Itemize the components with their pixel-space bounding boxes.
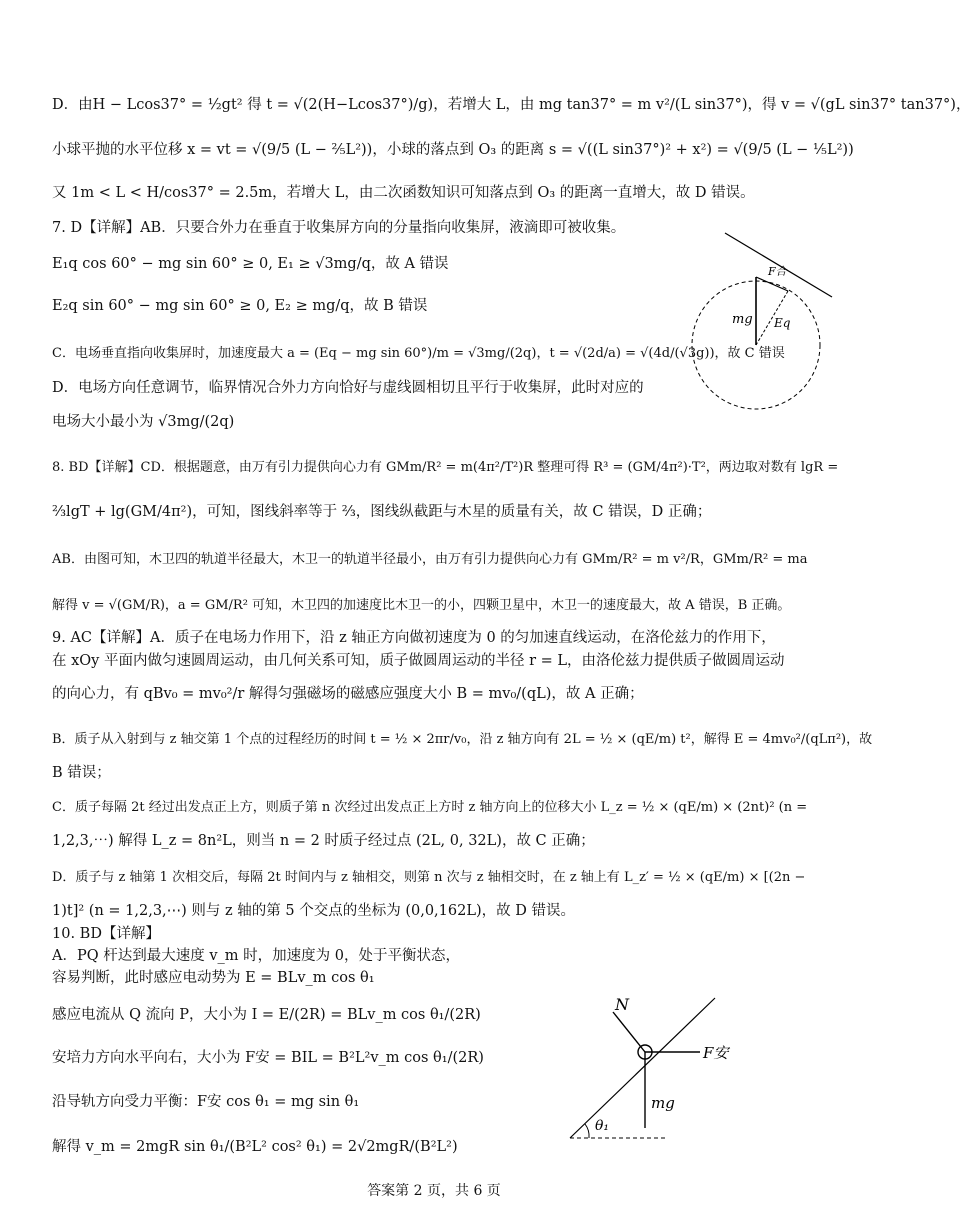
text-line: 8. BD【详解】CD．根据题意，由万有引力提供向心力有 GMm/R² = m(4π²/T²)R 整理可得 R³ = (GM/4π²)·T²，两边取对数有 lgR = <box>52 460 839 475</box>
text-line: D．由H − Lcos37° = ½gt² 得 t = √(2(H−Lcos37°)/g)，若增大 L，由 mg tan37° = m v²/(L sin37°)，得 v = √(gL sin37° tan37°)， <box>52 97 970 113</box>
text-line: 在 xOy 平面内做匀速圆周运动，由几何关系可知，质子做圆周运动的半径 r = L，由洛伦兹力提供质子做圆周运动 <box>52 653 785 669</box>
f-vector <box>756 277 788 291</box>
mg-label: mg <box>732 312 753 327</box>
rail <box>570 998 715 1138</box>
eq-label: Eq <box>774 316 791 330</box>
text-line: 解得 v = √(GM/R)，a = GM/R² 可知，木卫四的加速度比木卫一的小，四颗卫星中，木卫一的速度最大，故 A 错误，B 正确。 <box>52 598 791 613</box>
theta-arc <box>585 1124 589 1138</box>
text-line: 小球平抛的水平位移 x = vt = √(9/5 (L − ⅖L²))，小球的落点到 O₃ 的距离 s = √((L sin37°)² + x²) = √(9/5 (L − ⅕L²)) <box>52 142 854 158</box>
text-line: A．PQ 杆达到最大速度 v_m 时，加速度为 0，处于平衡状态， <box>52 948 460 964</box>
text-line: C．电场垂直指向收集屏时，加速度最大 a = (Eq − mg sin 60°)/m = √3mg/(2q)，t = √(2d/a) = √(4d/(√3g))，故 C 错误 <box>52 346 785 361</box>
theta-label: θ₁ <box>595 1118 610 1134</box>
text-line: 安培力方向水平向右，大小为 F安 = BIL = B²L²v_m cos θ₁/(2R) <box>52 1050 484 1066</box>
text-line: E₁q cos 60° − mg sin 60° ≥ 0, E₁ ≥ √3mg/q，故 A 错误 <box>52 256 449 272</box>
text-line: 7. D【详解】AB．只要合外力在垂直于收集屏方向的分量指向收集屏，液滴即可被收集。 <box>52 220 626 236</box>
text-line: 沿导轨方向受力平衡：F安 cos θ₁ = mg sin θ₁ <box>52 1094 360 1110</box>
text-line: D．质子与 z 轴第 1 次相交后，每隔 2t 时间内与 z 轴相交，则第 n 次与 z 轴相交时，在 z 轴上有 L_z′ = ½ × (qE/m) × [(2n − <box>52 870 806 885</box>
text-line: AB．由图可知，木卫四的轨道半径最大，木卫一的轨道半径最小，由万有引力提供向心力有 GMm/R² = m v²/R，GMm/R² = ma <box>52 552 808 567</box>
text-line: C．质子每隔 2t 经过出发点正上方，则质子第 n 次经过出发点正上方时 z 轴方向上的位移大小 L_z = ½ × (qE/m) × (2nt)² (n = <box>52 800 808 815</box>
figure-force-diagram <box>565 990 745 1145</box>
text-line: 的向心力，有 qBv₀ = mv₀²/r 解得匀强磁场的磁感应强度大小 B = mv₀/(qL)，故 A 正确； <box>52 686 644 702</box>
f-label: F安 <box>703 1044 729 1062</box>
text-line: B 错误； <box>52 765 111 781</box>
mg-label: mg <box>651 1094 675 1112</box>
text-line: 感应电流从 Q 流向 P，大小为 I = E/(2R) = BLv_m cos θ₁/(2R) <box>52 1007 481 1023</box>
text-line: 1)t]² (n = 1,2,3,⋯) 则与 z 轴的第 5 个交点的坐标为 (0,0,162L)，故 D 错误。 <box>52 903 575 919</box>
text-line: E₂q sin 60° − mg sin 60° ≥ 0, E₂ ≥ mg/q，故 B 错误 <box>52 298 428 314</box>
n-label: N <box>615 995 629 1014</box>
text-line: 又 1m < L < H/cos37° = 2.5m，若增大 L，由二次函数知识可知落点到 O₃ 的距离一直增大，故 D 错误。 <box>52 185 755 201</box>
page-footer: 答案第 2 页，共 6 页 <box>367 1183 501 1199</box>
n-vector <box>613 1012 645 1052</box>
text-line: 10. BD【详解】 <box>52 926 160 942</box>
text-line: 容易判断，此时感应电动势为 E = BLv_m cos θ₁ <box>52 970 375 986</box>
text-line: 1,2,3,⋯) 解得 L_z = 8n²L，则当 n = 2 时质子经过点 (2L, 0, 32L)，故 C 正确； <box>52 833 595 849</box>
figure-electric-field <box>680 225 840 425</box>
text-line: 解得 v_m = 2mgR sin θ₁/(B²L² cos² θ₁) = 2√2mgR/(B²L²) <box>52 1139 458 1155</box>
text-line: B．质子从入射到与 z 轴交第 1 个点的过程经历的时间 t = ½ × 2πr/v₀，沿 z 轴方向有 2L = ½ × (qE/m) t²，解得 E = 4mv₀²/(qLπ²)，故 <box>52 732 873 747</box>
text-line: ⅔lgT + lg(GM/4π²)，可知，图线斜率等于 ⅔，图线纵截距与木星的质量有关，故 C 错误，D 正确； <box>52 504 712 520</box>
text-line: D．电场方向任意调节，临界情况合外力方向恰好与虚线圆相切且平行于收集屏，此时对应的 <box>52 380 644 396</box>
text-line: 9. AC【详解】A．质子在电场力作用下，沿 z 轴正方向做初速度为 0 的匀加速直线运动，在洛伦兹力的作用下， <box>52 630 776 646</box>
text-line: 电场大小最小为 √3mg/(2q) <box>52 414 235 430</box>
f-label: F合 <box>768 265 787 278</box>
